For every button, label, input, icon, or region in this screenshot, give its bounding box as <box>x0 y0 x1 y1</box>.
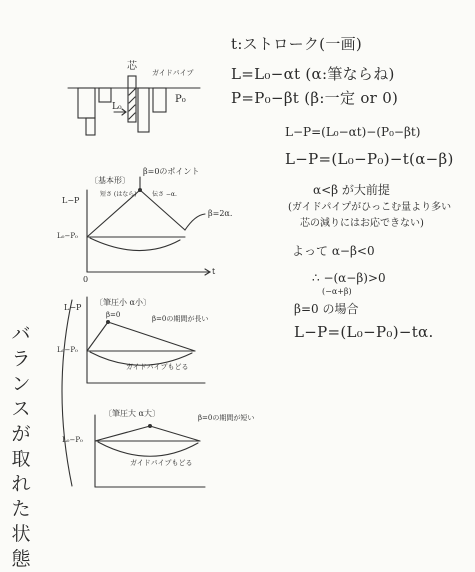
vchar: た <box>11 498 31 520</box>
graph2-pipe-note: ガイドパイプもどる <box>126 363 189 371</box>
vchar: ス <box>11 398 31 420</box>
graph1-origin: 0 <box>83 275 89 284</box>
graph1-left-note: 短さ (はなら) <box>100 191 137 198</box>
balanced-state-note <box>8 322 34 572</box>
pipe-formula: P=P₀−βt (β:一定 or 0) <box>231 89 399 107</box>
inequality-line: ∴ −(α−β)>0 <box>312 271 386 285</box>
inequality-sub: (−α+β) <box>322 287 352 296</box>
vchar: れ <box>11 473 31 495</box>
final-formula: L−P=(L₀−P₀)−tα. <box>294 323 434 341</box>
premise-note-1: (ガイドパイプがひっこむ量より多い <box>288 202 452 213</box>
vchar: ン <box>11 373 31 395</box>
graph1-y-tick: L₀−P₀ <box>57 232 78 240</box>
difference-simplified: L−P=(L₀−P₀)−t(α−β) <box>285 150 454 168</box>
vchar: バ <box>11 323 31 345</box>
graph1-side-note: β=2α. <box>208 209 233 218</box>
vchar: 取 <box>11 448 31 470</box>
p0-label: P₀ <box>175 94 186 105</box>
therefore-line: よって α−β<0 <box>292 244 375 258</box>
graph3-y-tick: L₀−P₀ <box>62 436 83 444</box>
graph1-title: 〔基本形〕 <box>90 176 130 185</box>
graph2-title: 〔筆圧小 α小〕 <box>95 298 151 307</box>
pipe-label: ガイドパイプ <box>152 69 194 77</box>
graph2-y-label: L−P <box>64 303 82 312</box>
graph1-right-note: 伝さ −α. <box>152 191 177 198</box>
pencil-mechanism-drawing <box>68 76 200 135</box>
graph3-note: β=0の期間が短い <box>198 414 255 422</box>
beta-zero-case: β=0 の場合 <box>294 302 359 316</box>
graph1-point-label: β=0のポイント <box>143 167 200 176</box>
graph2-peak-label: β=0 <box>106 311 121 319</box>
vchar: が <box>11 423 31 445</box>
vchar: 状 <box>11 523 31 545</box>
vchar: 態 <box>11 548 31 570</box>
graph1-y-label: L−P <box>62 196 80 205</box>
vchar: ラ <box>11 348 31 370</box>
graph3-title: 〔筆圧大 α大〕 <box>104 409 160 418</box>
graph2-y-tick: L₀−P₀ <box>57 346 78 354</box>
premise: α<β が大前提 <box>313 183 390 197</box>
stroke-definition: t:ストローク(一画) <box>231 35 363 53</box>
core-label: 芯 <box>127 61 137 72</box>
side-bracket <box>62 300 72 486</box>
difference-formula: L−P=(L₀−αt)−(P₀−βt) <box>285 125 421 139</box>
l0-label: L₀ <box>112 102 122 112</box>
premise-note-2: 芯の減りにはお応できない) <box>300 218 424 229</box>
graph3-pipe-note: ガイドパイプもどる <box>130 459 193 467</box>
length-formula: L=L₀−αt (α:筆ならね) <box>231 65 395 83</box>
graph1-x-label: t <box>212 267 216 276</box>
graph2-note: β=0の期間が長い <box>152 315 209 323</box>
